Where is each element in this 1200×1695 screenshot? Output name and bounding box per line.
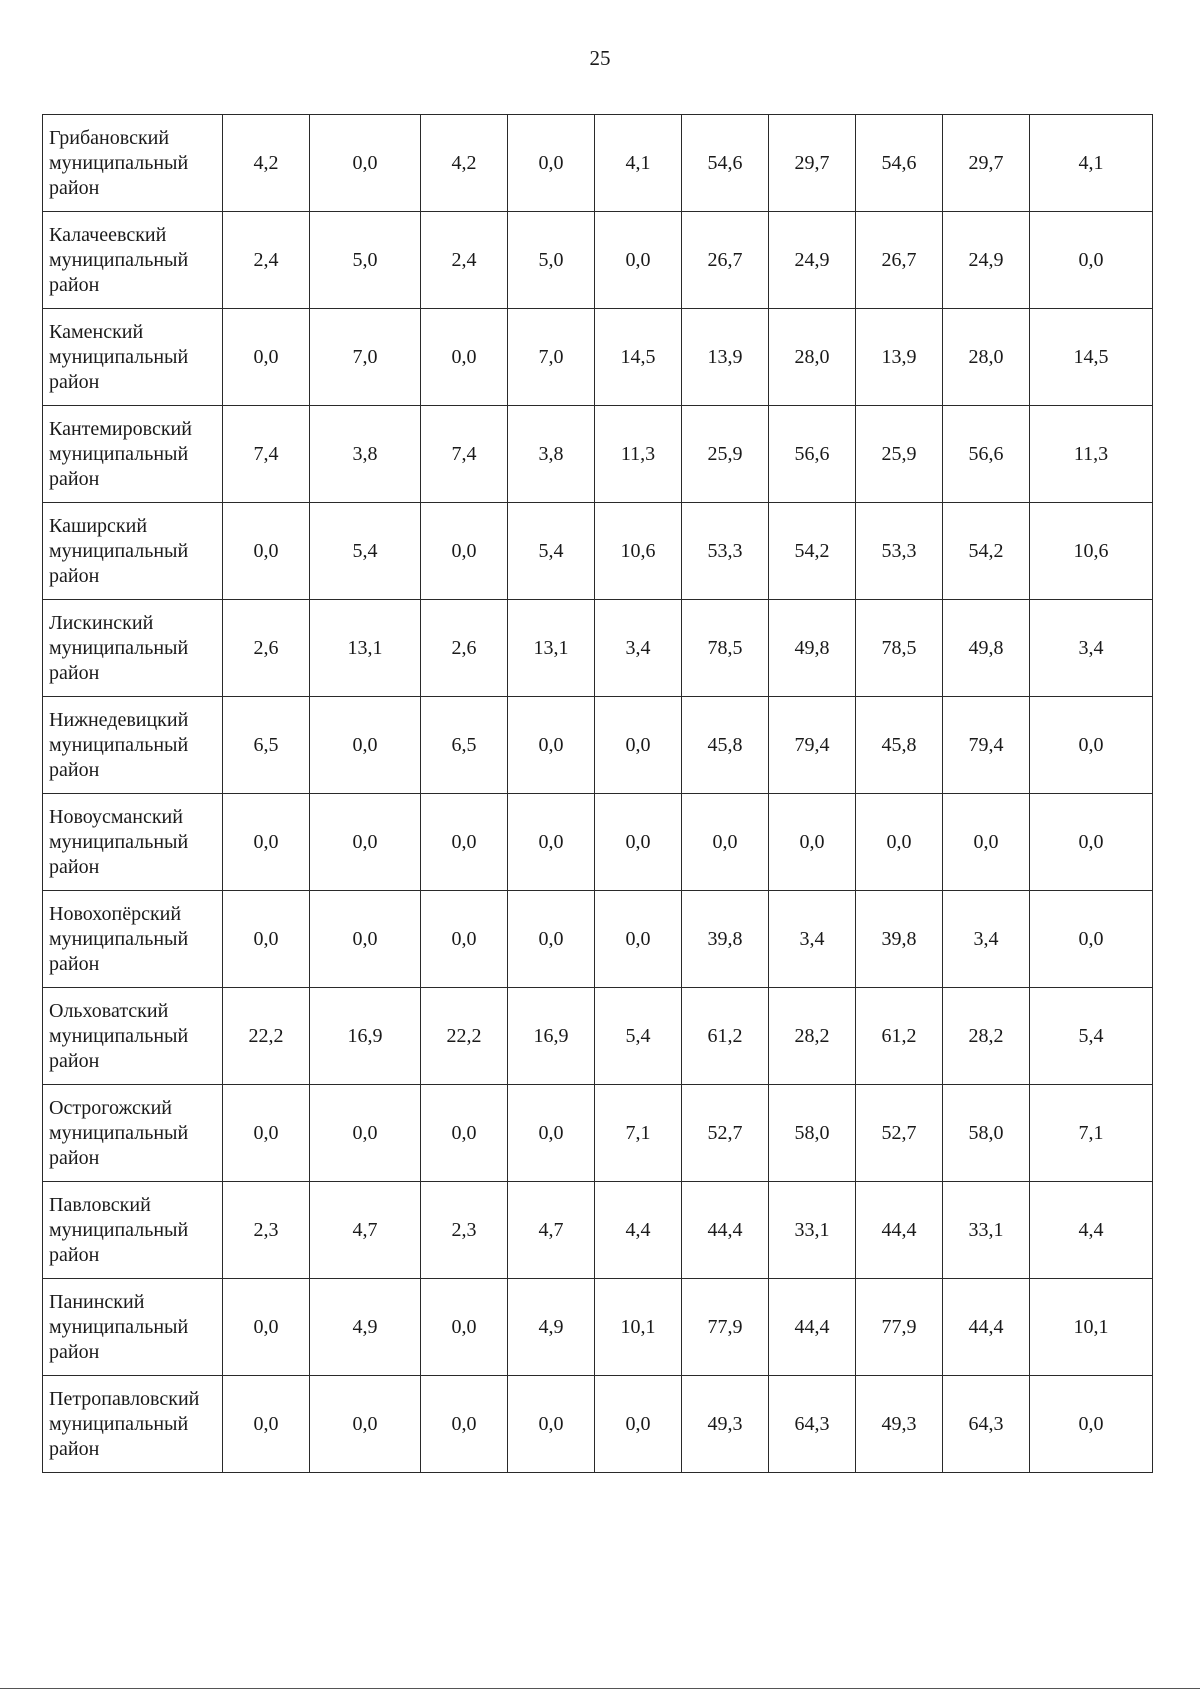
value-cell: 25,9 [682, 406, 769, 503]
value-cell: 24,9 [943, 212, 1030, 309]
value-cell: 16,9 [310, 988, 421, 1085]
district-name-line: Лискинский [49, 611, 154, 634]
district-name-line: Кантемировский [49, 417, 192, 440]
district-name-cell [43, 1182, 223, 1279]
district-name-cell [43, 1279, 223, 1376]
district-name-line: Павловский [49, 1193, 151, 1216]
district-name-cell [43, 600, 223, 697]
value-cell: 0,0 [595, 891, 682, 988]
value-cell: 13,1 [310, 600, 421, 697]
district-name-line: район [49, 661, 100, 684]
table-row [43, 1376, 1153, 1473]
value-cell: 28,0 [769, 309, 856, 406]
value-cell: 0,0 [421, 503, 508, 600]
value-cell: 28,2 [769, 988, 856, 1085]
value-cell: 45,8 [856, 697, 943, 794]
value-cell: 2,4 [223, 212, 310, 309]
value-cell: 0,0 [769, 794, 856, 891]
table-row [43, 600, 1153, 697]
value-cell: 7,0 [310, 309, 421, 406]
value-cell: 79,4 [943, 697, 1030, 794]
value-cell: 4,4 [595, 1182, 682, 1279]
value-cell: 0,0 [508, 891, 595, 988]
district-name-line: Грибановский [49, 126, 170, 149]
district-name-line: Панинский [49, 1290, 145, 1313]
value-cell: 45,8 [682, 697, 769, 794]
district-name-line: муниципальный [49, 830, 189, 853]
table-row [43, 503, 1153, 600]
district-name-line: Каширский [49, 514, 148, 537]
district-name-line: муниципальный [49, 636, 189, 659]
value-cell: 61,2 [856, 988, 943, 1085]
value-cell: 4,1 [1030, 115, 1153, 212]
district-name-line: район [49, 1437, 100, 1460]
value-cell: 3,4 [943, 891, 1030, 988]
district-name-line: муниципальный [49, 539, 189, 562]
value-cell: 13,1 [508, 600, 595, 697]
district-name-line: муниципальный [49, 442, 189, 465]
value-cell: 2,6 [223, 600, 310, 697]
district-name-line: район [49, 1340, 100, 1363]
value-cell: 49,3 [682, 1376, 769, 1473]
value-cell: 22,2 [223, 988, 310, 1085]
value-cell: 0,0 [421, 891, 508, 988]
district-name-cell [43, 503, 223, 600]
value-cell: 0,0 [223, 503, 310, 600]
value-cell: 0,0 [421, 309, 508, 406]
table-row [43, 1279, 1153, 1376]
value-cell: 5,4 [1030, 988, 1153, 1085]
value-cell: 10,1 [1030, 1279, 1153, 1376]
value-cell: 0,0 [943, 794, 1030, 891]
value-cell: 44,4 [856, 1182, 943, 1279]
value-cell: 53,3 [682, 503, 769, 600]
value-cell: 0,0 [1030, 891, 1153, 988]
value-cell: 4,1 [595, 115, 682, 212]
value-cell: 3,4 [769, 891, 856, 988]
value-cell: 0,0 [421, 1279, 508, 1376]
value-cell: 4,4 [1030, 1182, 1153, 1279]
value-cell: 5,0 [508, 212, 595, 309]
value-cell: 13,9 [682, 309, 769, 406]
table-row [43, 891, 1153, 988]
value-cell: 7,1 [1030, 1085, 1153, 1182]
value-cell: 0,0 [310, 697, 421, 794]
value-cell: 0,0 [1030, 1376, 1153, 1473]
district-name-line: район [49, 564, 100, 587]
value-cell: 5,4 [508, 503, 595, 600]
value-cell: 77,9 [682, 1279, 769, 1376]
value-cell: 58,0 [943, 1085, 1030, 1182]
value-cell: 5,4 [310, 503, 421, 600]
value-cell: 5,4 [595, 988, 682, 1085]
district-name-line: район [49, 855, 100, 878]
value-cell: 3,4 [595, 600, 682, 697]
value-cell: 0,0 [856, 794, 943, 891]
value-cell: 0,0 [223, 891, 310, 988]
district-name-line: Ольховатский [49, 999, 169, 1022]
value-cell: 4,2 [421, 115, 508, 212]
value-cell: 2,4 [421, 212, 508, 309]
district-name-line: муниципальный [49, 733, 189, 756]
district-name-line: район [49, 1146, 100, 1169]
value-cell: 0,0 [595, 794, 682, 891]
value-cell: 28,0 [943, 309, 1030, 406]
value-cell: 0,0 [595, 1376, 682, 1473]
table-row [43, 309, 1153, 406]
district-name-line: муниципальный [49, 1315, 189, 1338]
value-cell: 0,0 [595, 697, 682, 794]
district-name-cell [43, 988, 223, 1085]
table-row [43, 697, 1153, 794]
value-cell: 6,5 [421, 697, 508, 794]
district-name-line: муниципальный [49, 927, 189, 950]
value-cell: 64,3 [769, 1376, 856, 1473]
value-cell: 39,8 [682, 891, 769, 988]
table-row [43, 1182, 1153, 1279]
value-cell: 28,2 [943, 988, 1030, 1085]
district-name-line: муниципальный [49, 345, 189, 368]
value-cell: 4,7 [310, 1182, 421, 1279]
value-cell: 0,0 [223, 1085, 310, 1182]
value-cell: 49,8 [943, 600, 1030, 697]
value-cell: 3,4 [1030, 600, 1153, 697]
value-cell: 0,0 [595, 212, 682, 309]
district-name-line: Калачеевский [49, 223, 167, 246]
district-name-line: район [49, 952, 100, 975]
value-cell: 77,9 [856, 1279, 943, 1376]
value-cell: 56,6 [943, 406, 1030, 503]
district-name-line: муниципальный [49, 248, 189, 271]
value-cell: 14,5 [595, 309, 682, 406]
value-cell: 24,9 [769, 212, 856, 309]
value-cell: 0,0 [1030, 212, 1153, 309]
value-cell: 11,3 [1030, 406, 1153, 503]
value-cell: 0,0 [421, 1085, 508, 1182]
value-cell: 0,0 [310, 1376, 421, 1473]
value-cell: 7,4 [223, 406, 310, 503]
value-cell: 44,4 [682, 1182, 769, 1279]
value-cell: 0,0 [310, 115, 421, 212]
value-cell: 14,5 [1030, 309, 1153, 406]
value-cell: 10,6 [595, 503, 682, 600]
value-cell: 0,0 [310, 1085, 421, 1182]
district-name-cell [43, 891, 223, 988]
value-cell: 0,0 [223, 309, 310, 406]
table-body [43, 115, 1153, 1473]
value-cell: 0,0 [508, 1085, 595, 1182]
value-cell: 54,2 [943, 503, 1030, 600]
district-name-cell [43, 794, 223, 891]
district-name-line: Петропавловский [49, 1387, 200, 1410]
district-name-cell [43, 406, 223, 503]
value-cell: 4,9 [508, 1279, 595, 1376]
district-name-line: район [49, 176, 100, 199]
district-name-line: район [49, 467, 100, 490]
district-name-line: район [49, 1243, 100, 1266]
value-cell: 44,4 [943, 1279, 1030, 1376]
district-name-line: муниципальный [49, 1218, 189, 1241]
value-cell: 6,5 [223, 697, 310, 794]
value-cell: 4,9 [310, 1279, 421, 1376]
value-cell: 0,0 [508, 794, 595, 891]
value-cell: 11,3 [595, 406, 682, 503]
district-name-line: Острогожский [49, 1096, 172, 1119]
page-number: 25 [589, 46, 611, 70]
value-cell: 16,9 [508, 988, 595, 1085]
district-name-line: Новохопёрский [49, 902, 182, 925]
value-cell: 78,5 [856, 600, 943, 697]
table-row [43, 794, 1153, 891]
value-cell: 0,0 [310, 891, 421, 988]
value-cell: 0,0 [508, 697, 595, 794]
value-cell: 3,8 [310, 406, 421, 503]
table-row [43, 406, 1153, 503]
value-cell: 0,0 [508, 1376, 595, 1473]
table-row [43, 212, 1153, 309]
value-cell: 54,2 [769, 503, 856, 600]
value-cell: 0,0 [1030, 697, 1153, 794]
district-name-cell [43, 1376, 223, 1473]
value-cell: 29,7 [943, 115, 1030, 212]
district-name-cell [43, 115, 223, 212]
district-name-line: муниципальный [49, 1024, 189, 1047]
value-cell: 26,7 [682, 212, 769, 309]
value-cell: 0,0 [223, 794, 310, 891]
value-cell: 33,1 [943, 1182, 1030, 1279]
district-data-table [42, 114, 1153, 1473]
value-cell: 0,0 [223, 1376, 310, 1473]
district-name-cell [43, 212, 223, 309]
district-name-line: район [49, 370, 100, 393]
value-cell: 0,0 [310, 794, 421, 891]
table-row [43, 988, 1153, 1085]
value-cell: 56,6 [769, 406, 856, 503]
value-cell: 61,2 [682, 988, 769, 1085]
district-name-cell [43, 309, 223, 406]
value-cell: 4,7 [508, 1182, 595, 1279]
value-cell: 3,8 [508, 406, 595, 503]
value-cell: 49,8 [769, 600, 856, 697]
value-cell: 0,0 [421, 794, 508, 891]
value-cell: 53,3 [856, 503, 943, 600]
value-cell: 10,1 [595, 1279, 682, 1376]
district-name-cell [43, 1085, 223, 1182]
table-row [43, 1085, 1153, 1182]
value-cell: 5,0 [310, 212, 421, 309]
value-cell: 13,9 [856, 309, 943, 406]
value-cell: 0,0 [682, 794, 769, 891]
value-cell: 0,0 [508, 115, 595, 212]
district-name-line: Нижнедевицкий [49, 708, 189, 731]
value-cell: 2,3 [421, 1182, 508, 1279]
district-name-line: Каменский [49, 320, 144, 343]
bottom-rule [0, 1688, 1200, 1689]
value-cell: 25,9 [856, 406, 943, 503]
district-name-line: муниципальный [49, 1412, 189, 1435]
district-name-line: муниципальный [49, 151, 189, 174]
district-name-line: район [49, 273, 100, 296]
value-cell: 49,3 [856, 1376, 943, 1473]
value-cell: 0,0 [421, 1376, 508, 1473]
value-cell: 10,6 [1030, 503, 1153, 600]
value-cell: 33,1 [769, 1182, 856, 1279]
value-cell: 7,4 [421, 406, 508, 503]
value-cell: 7,0 [508, 309, 595, 406]
district-name-line: район [49, 758, 100, 781]
value-cell: 64,3 [943, 1376, 1030, 1473]
value-cell: 2,6 [421, 600, 508, 697]
value-cell: 22,2 [421, 988, 508, 1085]
value-cell: 7,1 [595, 1085, 682, 1182]
value-cell: 54,6 [682, 115, 769, 212]
value-cell: 54,6 [856, 115, 943, 212]
district-name-line: муниципальный [49, 1121, 189, 1144]
value-cell: 0,0 [1030, 794, 1153, 891]
value-cell: 26,7 [856, 212, 943, 309]
value-cell: 0,0 [223, 1279, 310, 1376]
value-cell: 44,4 [769, 1279, 856, 1376]
district-name-line: район [49, 1049, 100, 1072]
value-cell: 29,7 [769, 115, 856, 212]
value-cell: 39,8 [856, 891, 943, 988]
table-row [43, 115, 1153, 212]
value-cell: 78,5 [682, 600, 769, 697]
value-cell: 2,3 [223, 1182, 310, 1279]
value-cell: 58,0 [769, 1085, 856, 1182]
district-name-cell [43, 697, 223, 794]
value-cell: 52,7 [682, 1085, 769, 1182]
district-name-line: Новоусманский [49, 805, 183, 828]
value-cell: 52,7 [856, 1085, 943, 1182]
value-cell: 79,4 [769, 697, 856, 794]
value-cell: 4,2 [223, 115, 310, 212]
